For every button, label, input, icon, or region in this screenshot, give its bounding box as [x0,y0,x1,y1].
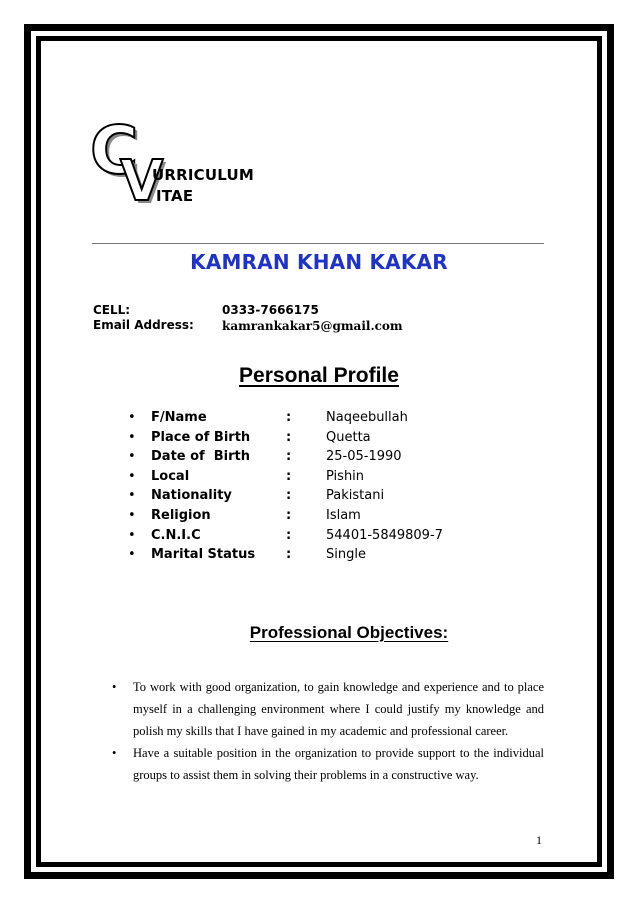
profile-value: Pishin [326,468,365,484]
bullet-icon: • [128,468,136,484]
profile-label: Date of Birth [151,449,251,465]
profile-label: Nationality [151,488,232,504]
profile-colon: : [286,449,292,465]
profile-colon: : [286,488,292,504]
profile-row-marital-status [128,545,548,565]
profile-colon: : [286,410,292,425]
header-divider [92,243,544,244]
cv-logo [90,112,260,216]
profile-value: Pakistani [326,488,385,504]
objectives-list [112,676,544,786]
objective-text: To work with good organization, to gain knowledge and experience and to place myself in a challenging environment where I could justify my knowledge and polish my skills that I have gained in my academic and professional career. [133,680,544,738]
bullet-icon: • [128,429,136,445]
profile-row-father-name [128,408,548,428]
profile-colon: : [286,527,292,543]
bullet-icon: • [128,507,136,523]
profile-label: Religion [151,507,211,523]
email-value: kamrankakar5@gmail.com [222,319,403,333]
profile-row-religion [128,506,548,526]
profile-value: Islam [326,507,361,523]
profile-label: Marital Status [151,547,256,563]
objective-text: Have a suitable position in the organization to provide support to the individual groups to assist them in solving their problems in a constructive way. [133,746,544,782]
profile-value: Single [326,547,366,563]
cell-label: CELL: [93,303,131,317]
bullet-icon: • [112,680,117,694]
profile-colon: : [286,547,292,563]
bullet-icon: • [128,488,136,504]
email-label: Email Address: [93,318,194,332]
objective-item [112,676,544,742]
logo-text-itae: ITAE [156,187,194,205]
objective-item [112,742,544,786]
personal-profile-heading: Personal Profile [239,364,399,387]
profile-value: 25-05-1990 [326,449,402,465]
bullet-icon: • [128,410,136,425]
profile-label: Place of Birth [151,429,251,445]
bullet-icon: • [128,547,136,563]
profile-row-place-of-birth [128,428,548,448]
candidate-name: KAMRAN KHAN KAKAR [190,250,448,274]
profile-row-nationality [128,486,548,506]
page-number: 1 [536,833,542,847]
cell-value: 0333-7666175 [222,303,319,317]
profile-value: 54401-5849809-7 [326,527,443,543]
personal-profile-list [128,408,548,565]
bullet-icon: • [128,527,136,543]
professional-objectives-heading: Professional Objectives: [249,623,449,642]
profile-colon: : [286,468,292,484]
profile-label: Local [151,468,190,484]
profile-label: F/Name [151,410,207,425]
profile-colon: : [286,507,292,523]
logo-letter-v: V [120,149,164,214]
profile-colon: : [286,429,292,445]
profile-row-cnic [128,526,548,546]
profile-value: Quetta [326,429,371,445]
logo-letter-c: C [90,112,139,189]
profile-row-local [128,467,548,487]
logo-text-urriculum: URRICULUM [152,166,254,184]
profile-row-date-of-birth [128,447,548,467]
profile-label: C.N.I.C [151,527,201,543]
bullet-icon: • [128,449,136,465]
bullet-icon: • [112,746,117,760]
profile-value: Naqeebullah [326,410,408,425]
